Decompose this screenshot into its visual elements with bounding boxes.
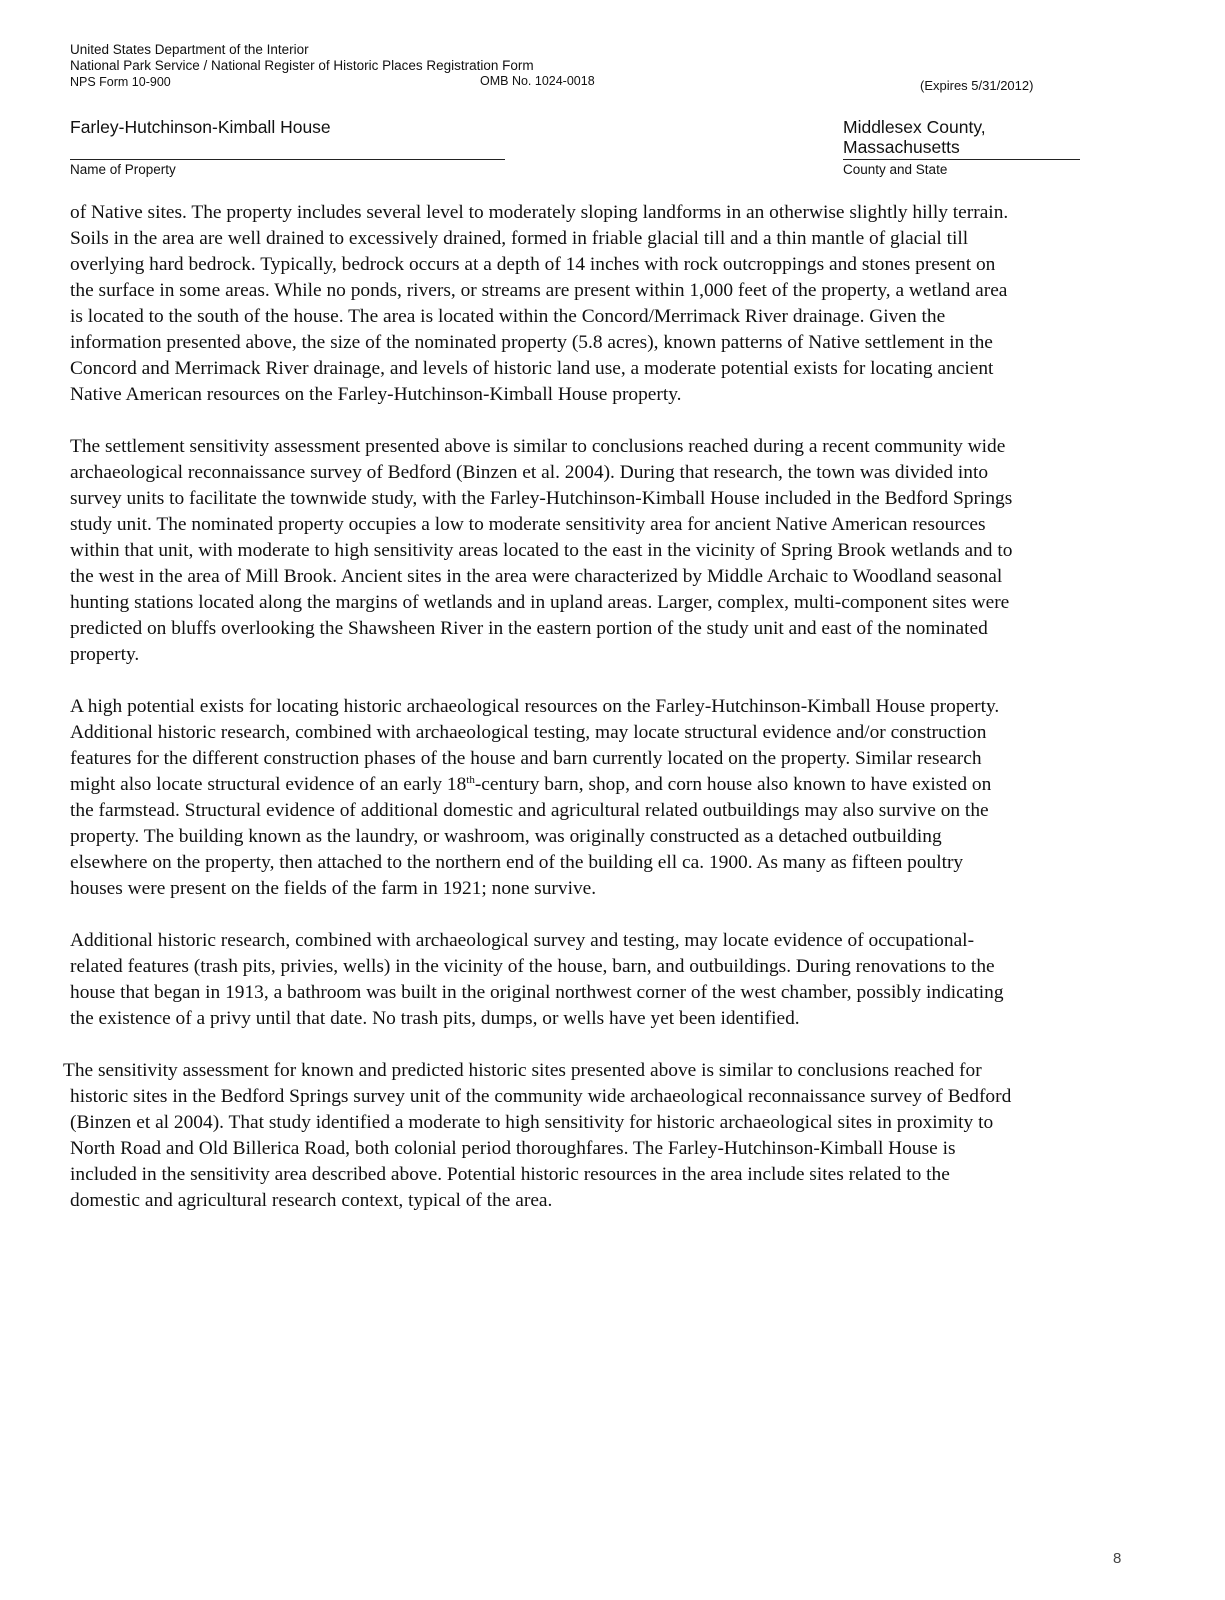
text-line: the surface in some areas. While no ponds, rivers, or streams are present within 1,000 feet of the property, a wetland area (70, 280, 1008, 301)
form-title: National Park Service / National Register of Historic Places Registration Form (70, 58, 534, 73)
text-line: Native American resources on the Farley-Hutchinson-Kimball House property. (70, 384, 682, 405)
text-line: property. (70, 644, 140, 665)
text-line: Soils in the area are well drained to excessively drained, formed in friable glacial till and a thin mantle of glacial till (70, 228, 969, 249)
county-state-rule (843, 159, 1080, 160)
text-line: elsewhere on the property, then attached to the northern end of the building ell ca. 1900. As many as fifteen poultry (70, 852, 964, 873)
text-line: A high potential exists for locating historic archaeological resources on the Farley-Hutchinson-Kimball House property. (70, 696, 1000, 717)
text-line: included in the sensitivity area described above. Potential historic resources in the area include sites related to the (70, 1164, 950, 1185)
text-line: is located to the south of the house. The area is located within the Concord/Merrimack River drainage. Given the (70, 306, 946, 327)
property-name: Farley-Hutchinson-Kimball House (70, 117, 331, 137)
paragraph-historic-potential (70, 694, 1160, 902)
text-line: houses were present on the fields of the farm in 1921; none survive. (70, 878, 597, 899)
expiration-date: (Expires 5/31/2012) (920, 78, 1034, 93)
property-name-rule (70, 159, 505, 160)
text-line: features for the different construction phases of the house and barn currently located on the property. Similar research (70, 748, 982, 769)
page-number: 8 (1113, 1550, 1122, 1567)
text-fragment: -century barn, shop, and corn house also known to have existed on (474, 774, 992, 795)
text-line: study unit. The nominated property occupies a low to moderate sensitivity area for ancient Native American resources (70, 514, 986, 535)
text-fragment: might also locate structural evidence of an early 18 (70, 774, 467, 795)
text-line: of Native sites. The property includes several level to moderately sloping landforms in an otherwise slightly hilly terrain. (70, 202, 1009, 223)
text-line: survey units to facilitate the townwide study, with the Farley-Hutchinson-Kimball House included in the Bedford Springs (70, 488, 1013, 509)
text-line: related features (trash pits, privies, wells) in the vicinity of the house, barn, and outbuildings. During renovations to the (70, 956, 995, 977)
state-name: Massachusetts (843, 137, 960, 157)
paragraph-occupational-features (70, 928, 1160, 1032)
text-line (70, 772, 1160, 798)
agency-name: United States Department of the Interior (70, 42, 309, 57)
text-line: historic sites in the Bedford Springs survey unit of the community wide archaeological reconnaissance survey of Bedford (70, 1086, 1012, 1107)
text-line: property. The building known as the laundry, or washroom, was originally constructed as a detached outbuilding (70, 826, 942, 847)
text-line: archaeological reconnaissance survey of Bedford (Binzen et al. 2004). During that research, the town was divided into (70, 462, 989, 483)
text-line: North Road and Old Billerica Road, both colonial period thoroughfares. The Farley-Hutchinson-Kimball House is (70, 1138, 956, 1159)
paragraph-historic-sensitivity (63, 1058, 1160, 1214)
text-line: information presented above, the size of the nominated property (5.8 acres), known patterns of Native settlement in the (70, 332, 993, 353)
text-line: Additional historic research, combined with archaeological survey and testing, may locate evidence of occupational- (70, 930, 975, 951)
text-line: the existence of a privy until that date. No trash pits, dumps, or wells have yet been identified. (70, 1008, 800, 1029)
county-state-label: County and State (843, 162, 948, 177)
property-name-label: Name of Property (70, 162, 176, 177)
text-line: house that began in 1913, a bathroom was built in the original northwest corner of the west chamber, possibly indicating (70, 982, 1004, 1003)
form-number: NPS Form 10-900 (70, 75, 171, 89)
county-name: Middlesex County, (843, 117, 986, 137)
text-line: the west in the area of Mill Brook. Ancient sites in the area were characterized by Middle Archaic to Woodland seasonal (70, 566, 1003, 587)
omb-number: OMB No. 1024-0018 (480, 74, 595, 88)
text-line: hunting stations located along the margins of wetlands and in upland areas. Larger, complex, multi-component sites were (70, 592, 1010, 613)
text-line: (Binzen et al 2004). That study identified a moderate to high sensitivity for historic archaeological sites in proximity to (70, 1112, 994, 1133)
text-line: domestic and agricultural research context, typical of the area. (70, 1190, 553, 1211)
text-line: Additional historic research, combined with archaeological testing, may locate structural evidence and/or construction (70, 722, 987, 743)
text-line: predicted on bluffs overlooking the Shawsheen River in the eastern portion of the study unit and east of the nominated (70, 618, 988, 639)
paragraph-native-sites (70, 200, 1160, 408)
text-line: the farmstead. Structural evidence of additional domestic and agricultural related outbuildings may also survive on the (70, 800, 989, 821)
paragraph-settlement-sensitivity (70, 434, 1160, 668)
text-line: The settlement sensitivity assessment presented above is similar to conclusions reached during a recent community wide (70, 436, 1006, 457)
text-line: The sensitivity assessment for known and predicted historic sites presented above is similar to conclusions reached for (63, 1060, 982, 1081)
text-line: within that unit, with moderate to high sensitivity areas located to the east in the vicinity of Spring Brook wetlands and to (70, 540, 1013, 561)
superscript: th (466, 774, 475, 786)
text-line: Concord and Merrimack River drainage, and levels of historic land use, a moderate potential exists for locating ancient (70, 358, 994, 379)
text-line: overlying hard bedrock. Typically, bedrock occurs at a depth of 14 inches with rock outcroppings and stones present on (70, 254, 996, 275)
